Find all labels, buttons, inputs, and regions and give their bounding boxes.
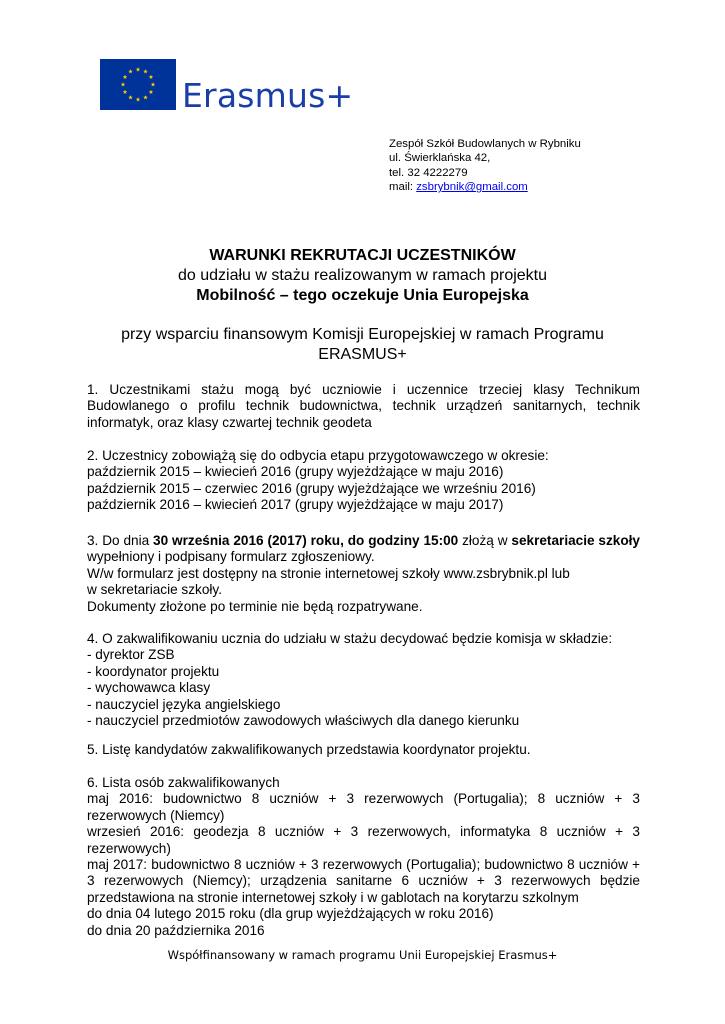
address-street: ul. Świerklańska 42,: [389, 152, 491, 165]
section-4: [87, 631, 640, 729]
group-may-2017: maj 2017: budownictwo 8 uczniów + 3 rezerwowych (Portugalia); budownictwo 8 uczniów + 3 rezerwowych (Niemcy); urządzenia sanitarne 6 uczniów + 3 rezerwowych będzie przedstawiona na stronie internetowej szkoły i w gablotach na korytarzu szkolnym: [87, 857, 640, 905]
submission-place: sekretariacie szkoły: [511, 533, 640, 548]
form-availability: W/w formularz jest dostępny na stronie internetowej szkoły www.zsbrybnik.pl lub: [87, 565, 570, 581]
committee-member: - dyrektor ZSB: [87, 647, 175, 663]
section-6-intro: 6. Lista osób zakwalifikowanych: [87, 775, 280, 790]
footer-cofinancing: Współfinansowany w ramach programu Unii Europejskiej Erasmus+: [167, 948, 558, 962]
deadline-date: 30 września 2016 (2017) roku, do godziny 15:00: [153, 533, 459, 548]
group-sep-2016: wrzesień 2016: geodezja 8 uczniów + 3 rezerwowych, informatyka 8 uczniów + 3 rezerwowych): [87, 824, 640, 856]
section-2: [87, 448, 640, 514]
committee-member: - koordynator projektu: [87, 663, 220, 679]
committee-member: - nauczyciel przedmiotów zawodowych właściwych dla danego kierunku: [87, 713, 520, 729]
section-4-intro: 4. O zakwalifikowaniu ucznia do udziału w stażu decydować będzie komisja w składzie:: [87, 631, 613, 646]
address-phone: tel. 32 4222279: [389, 166, 468, 179]
deadline-2016: do dnia 04 lutego 2015 roku (dla grup wyjeżdżających w roku 2016): [87, 906, 494, 922]
period-line: październik 2015 – czerwiec 2016 (grupy wyjeżdżające we wrześniu 2016): [87, 480, 536, 496]
committee-member: - wychowawca klasy: [87, 680, 211, 696]
text-run: złożą w: [458, 533, 512, 548]
eu-flag-icon: [100, 59, 176, 110]
period-line: październik 2015 – kwiecień 2016 (grupy wyjeżdżające w maju 2016): [87, 464, 504, 480]
address-mail-line: [389, 180, 581, 194]
section-3-deadline: [87, 533, 640, 566]
document-title: WARUNKI REKRUTACJI UCZESTNIKÓW: [209, 247, 516, 264]
text-run: wypełniony i podpisany formularz zgłoszeniowy.: [87, 549, 375, 565]
document-subtitle: do udziału w stażu realizowanym w ramach projektu: [177, 267, 548, 284]
section-2-intro: 2. Uczestnicy zobowiążą się do odbycia etapu przygotowawczego w okresie:: [87, 448, 549, 463]
erasmus-wordmark: Erasmus+: [182, 76, 354, 115]
form-availability-cont: w sekretariacie szkoły.: [87, 582, 222, 598]
email-link[interactable]: zsbrybnik@gmail.com: [416, 181, 528, 194]
address-school-name: Zespół Szkół Budowlanych w Rybniku: [389, 138, 581, 150]
period-line: październik 2016 – kwiecień 2017 (grupy wyjeżdżające w maju 2017): [87, 497, 504, 513]
deadline-2017: do dnia 20 października 2016: [87, 922, 265, 938]
funding-statement: przy wsparciu finansowym Komisji Europejskiej w ramach Programu ERASMUS+: [121, 326, 604, 363]
erasmus-logo: [100, 57, 354, 115]
section-6: [87, 775, 640, 939]
section-5: 5. Listę kandydatów zakwalifikowanych przedstawia koordynator projektu.: [87, 742, 531, 757]
section-3: [87, 533, 640, 615]
late-notice: Dokumenty złożone po terminie nie będą rozpatrywane.: [87, 598, 423, 614]
section-1: 1. Uczestnikami stażu mogą być uczniowie i uczennice trzeciej klasy Technikum Budowlanego o profilu technik budownictwa, technik urządzeń sanitarnych, technik informatyk, oraz klasy czwartej technik geodeta: [87, 382, 640, 430]
project-name: Mobilność – tego oczekuje Unia Europejska: [196, 287, 529, 304]
school-address: [389, 137, 581, 195]
group-may-2016: maj 2016: budownictwo 8 uczniów + 3 rezerwowych (Portugalia); 8 uczniów + 3 rezerwowych (Niemcy): [87, 791, 640, 823]
text-run: 3. Do dnia: [87, 533, 154, 548]
mail-label: mail:: [389, 181, 417, 194]
committee-member: - nauczyciel języka angielskiego: [87, 696, 281, 712]
